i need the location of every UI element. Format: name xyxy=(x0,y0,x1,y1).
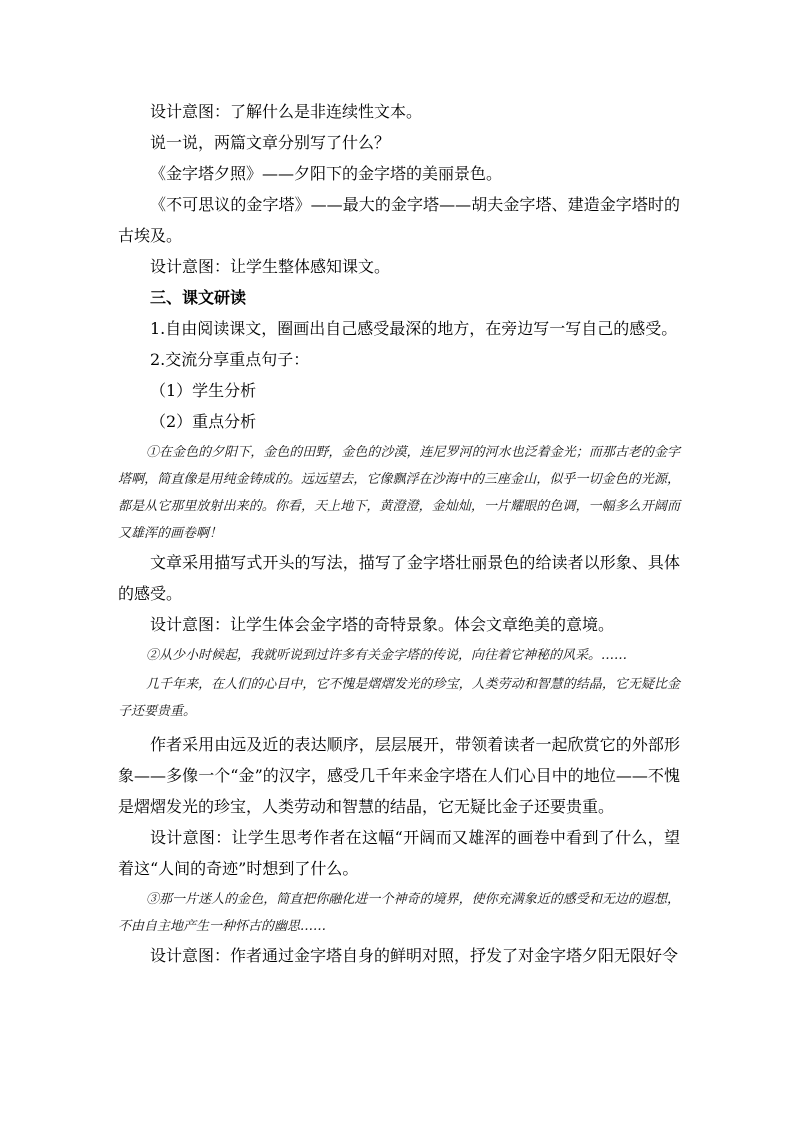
design-intent-5: 设计意图：作者通过金字塔自身的鲜明对照，抒发了对金字塔夕阳无限好令 xyxy=(150,946,679,965)
sub-step-2: （2）重点分析 xyxy=(150,412,257,431)
design-intent-1: 设计意图：了解什么是非连续性文本。 xyxy=(150,102,423,121)
sub-step-1: （1）学生分析 xyxy=(150,381,257,400)
section-heading: 三、课文研读 xyxy=(150,288,247,307)
quote-4: ③那一片迷人的金色，简直把你融化进一个神奇的境界，使你充满象近的感受和无边的遐想，不由自主地产生一种怀古的幽思…… xyxy=(118,892,680,934)
question-text: 说一说，两篇文章分别写了什么？ xyxy=(150,133,391,152)
step-1: 1.自由阅读课文，圈画出自己感受最深的地方，在旁边写一写自己的感受。 xyxy=(150,319,678,338)
document-page xyxy=(118,96,680,971)
design-intent-4: 设计意图：让学生思考作者在这幅“开阔而又雄浑的画卷中看到了什么，望着这“人间的奇迹”时想到了什么。 xyxy=(118,828,680,878)
quote-1: ①在金色的夕阳下，金色的田野，金色的沙漠，连尼罗河的河水也泛着金光；而那古老的金字塔啊，简直像是用纯金铸成的。远远望去，它像飘浮在沙海中的三座金山，似乎一切金色的光源，都是从它那里放射出来的。你看，天上地下，黄澄澄，金灿灿，一片耀眼的色调，一幅多么开阔而又雄浑的画卷啊！ xyxy=(118,445,680,541)
article-summary-1: 《金字塔夕照》——夕阳下的金字塔的美丽景色。 xyxy=(150,164,503,183)
article-summary-2: 《不可思议的金字塔》——最大的金字塔——胡夫金字塔、建造金字塔时的古埃及。 xyxy=(118,195,680,245)
design-intent-3: 设计意图：让学生体会金字塔的奇特景象。体会文章绝美的意境。 xyxy=(150,615,615,634)
analysis-1: 文章采用描写式开头的写法，描写了金字塔壮丽景色的给读者以形象、具体的感受。 xyxy=(118,553,680,603)
step-2: 2.交流分享重点句子： xyxy=(150,350,310,369)
quote-2: ②从少小时候起，我就听说到过许多有关金字塔的传说，向往着它神秘的风采。…… xyxy=(146,648,628,663)
quote-3: 几千年来，在人们的心目中，它不愧是熠熠发光的珍宝，人类劳动和智慧的结晶，它无疑比金子还要贵重。 xyxy=(118,677,680,719)
design-intent-2: 设计意图：让学生整体感知课文。 xyxy=(150,257,391,276)
analysis-2: 作者采用由远及近的表达顺序，层层展开，带领着读者一起欣赏它的外部形象——多像一个“金”的汉字，感受几千年来金字塔在人们心目中的地位——不愧是熠熠发光的珍宝，人类劳动和智慧的结晶，它无疑比金子还要贵重。 xyxy=(118,735,680,816)
